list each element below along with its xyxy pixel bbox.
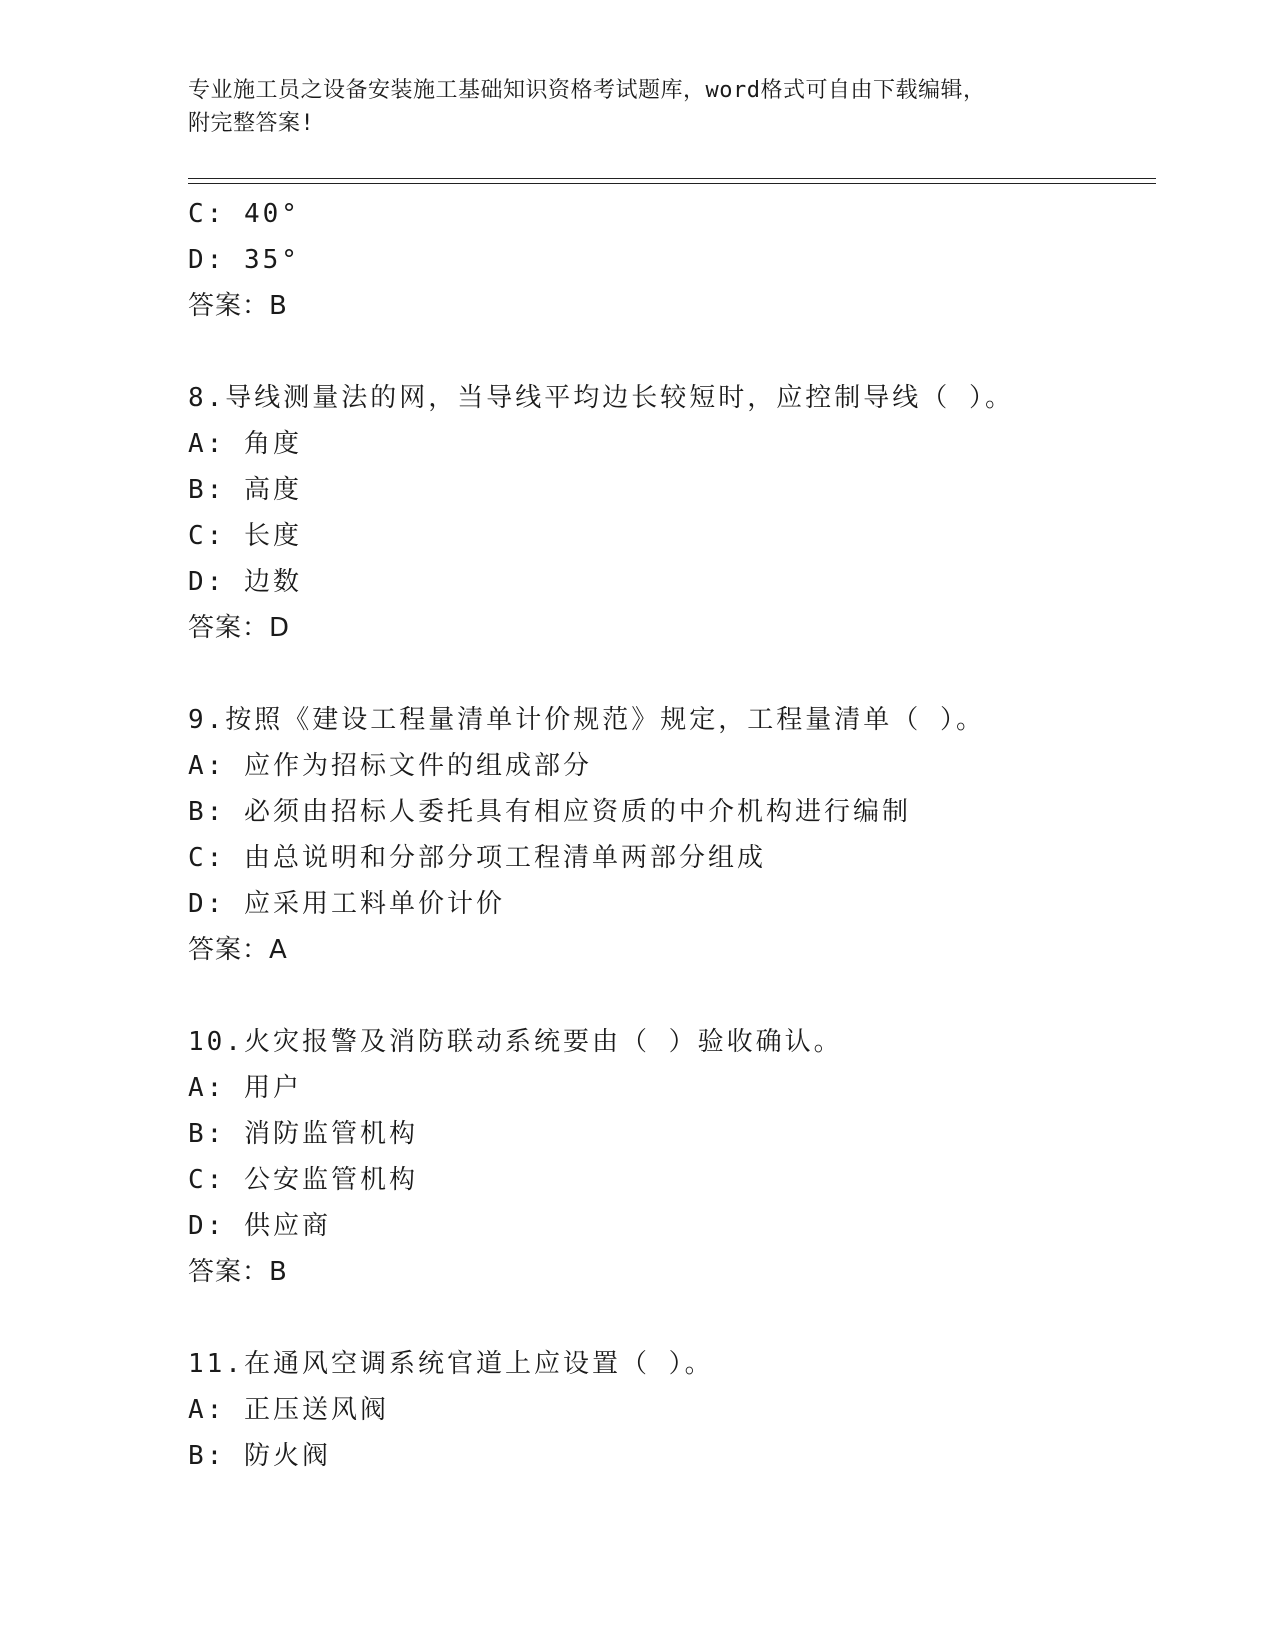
option-b: B: 防火阀 [188,1441,331,1471]
question-stem: 8.导线测量法的网，当导线平均边长较短时，应控制导线（ ）。 [188,383,1014,413]
option-a: A: 正压送风阀 [188,1395,389,1425]
document-header [188,74,1068,140]
option-a: A: 用户 [188,1073,302,1103]
question-stem: 9.按照《建设工程量清单计价规范》规定，工程量清单（ ）。 [188,705,985,735]
question-stem: 10.火灾报警及消防联动系统要由（ ）验收确认。 [188,1027,843,1057]
header-rule-bottom [188,183,1156,184]
option-b: B: 消防监管机构 [188,1119,418,1149]
answer: 答案：A [188,935,288,965]
header-rule-top [188,178,1156,179]
question-8 [188,375,1156,651]
spacer [188,329,1156,375]
spacer [188,1295,1156,1341]
answer: 答案：B [188,291,288,321]
option-c: C: 由总说明和分部分项工程清单两部分组成 [188,843,766,873]
header-line-2: 附完整答案! [188,111,315,136]
option-c: C: 40° [188,199,300,229]
answer: 答案：B [188,1257,288,1287]
option-b: B: 必须由招标人委托具有相应资质的中介机构进行编制 [188,797,911,827]
option-b: B: 高度 [188,475,302,505]
question-11 [188,1341,1156,1479]
spacer [188,651,1156,697]
option-d: D: 边数 [188,567,302,597]
header-line-1: 专业施工员之设备安装施工基础知识资格考试题库，word格式可自由下载编辑， [188,78,986,103]
option-d: D: 应采用工料单价计价 [188,889,505,919]
question-9 [188,697,1156,973]
option-c: C: 公安监管机构 [188,1165,418,1195]
option-d: D: 35° [188,245,300,275]
question-7-tail [188,191,1156,329]
answer: 答案：D [188,613,291,643]
option-a: A: 角度 [188,429,302,459]
question-stem: 11.在通风空调系统官道上应设置（ ）。 [188,1349,714,1379]
question-10 [188,1019,1156,1295]
spacer [188,973,1156,1019]
option-a: A: 应作为招标文件的组成部分 [188,751,592,781]
option-c: C: 长度 [188,521,302,551]
option-d: D: 供应商 [188,1211,331,1241]
document-body [188,191,1156,1479]
